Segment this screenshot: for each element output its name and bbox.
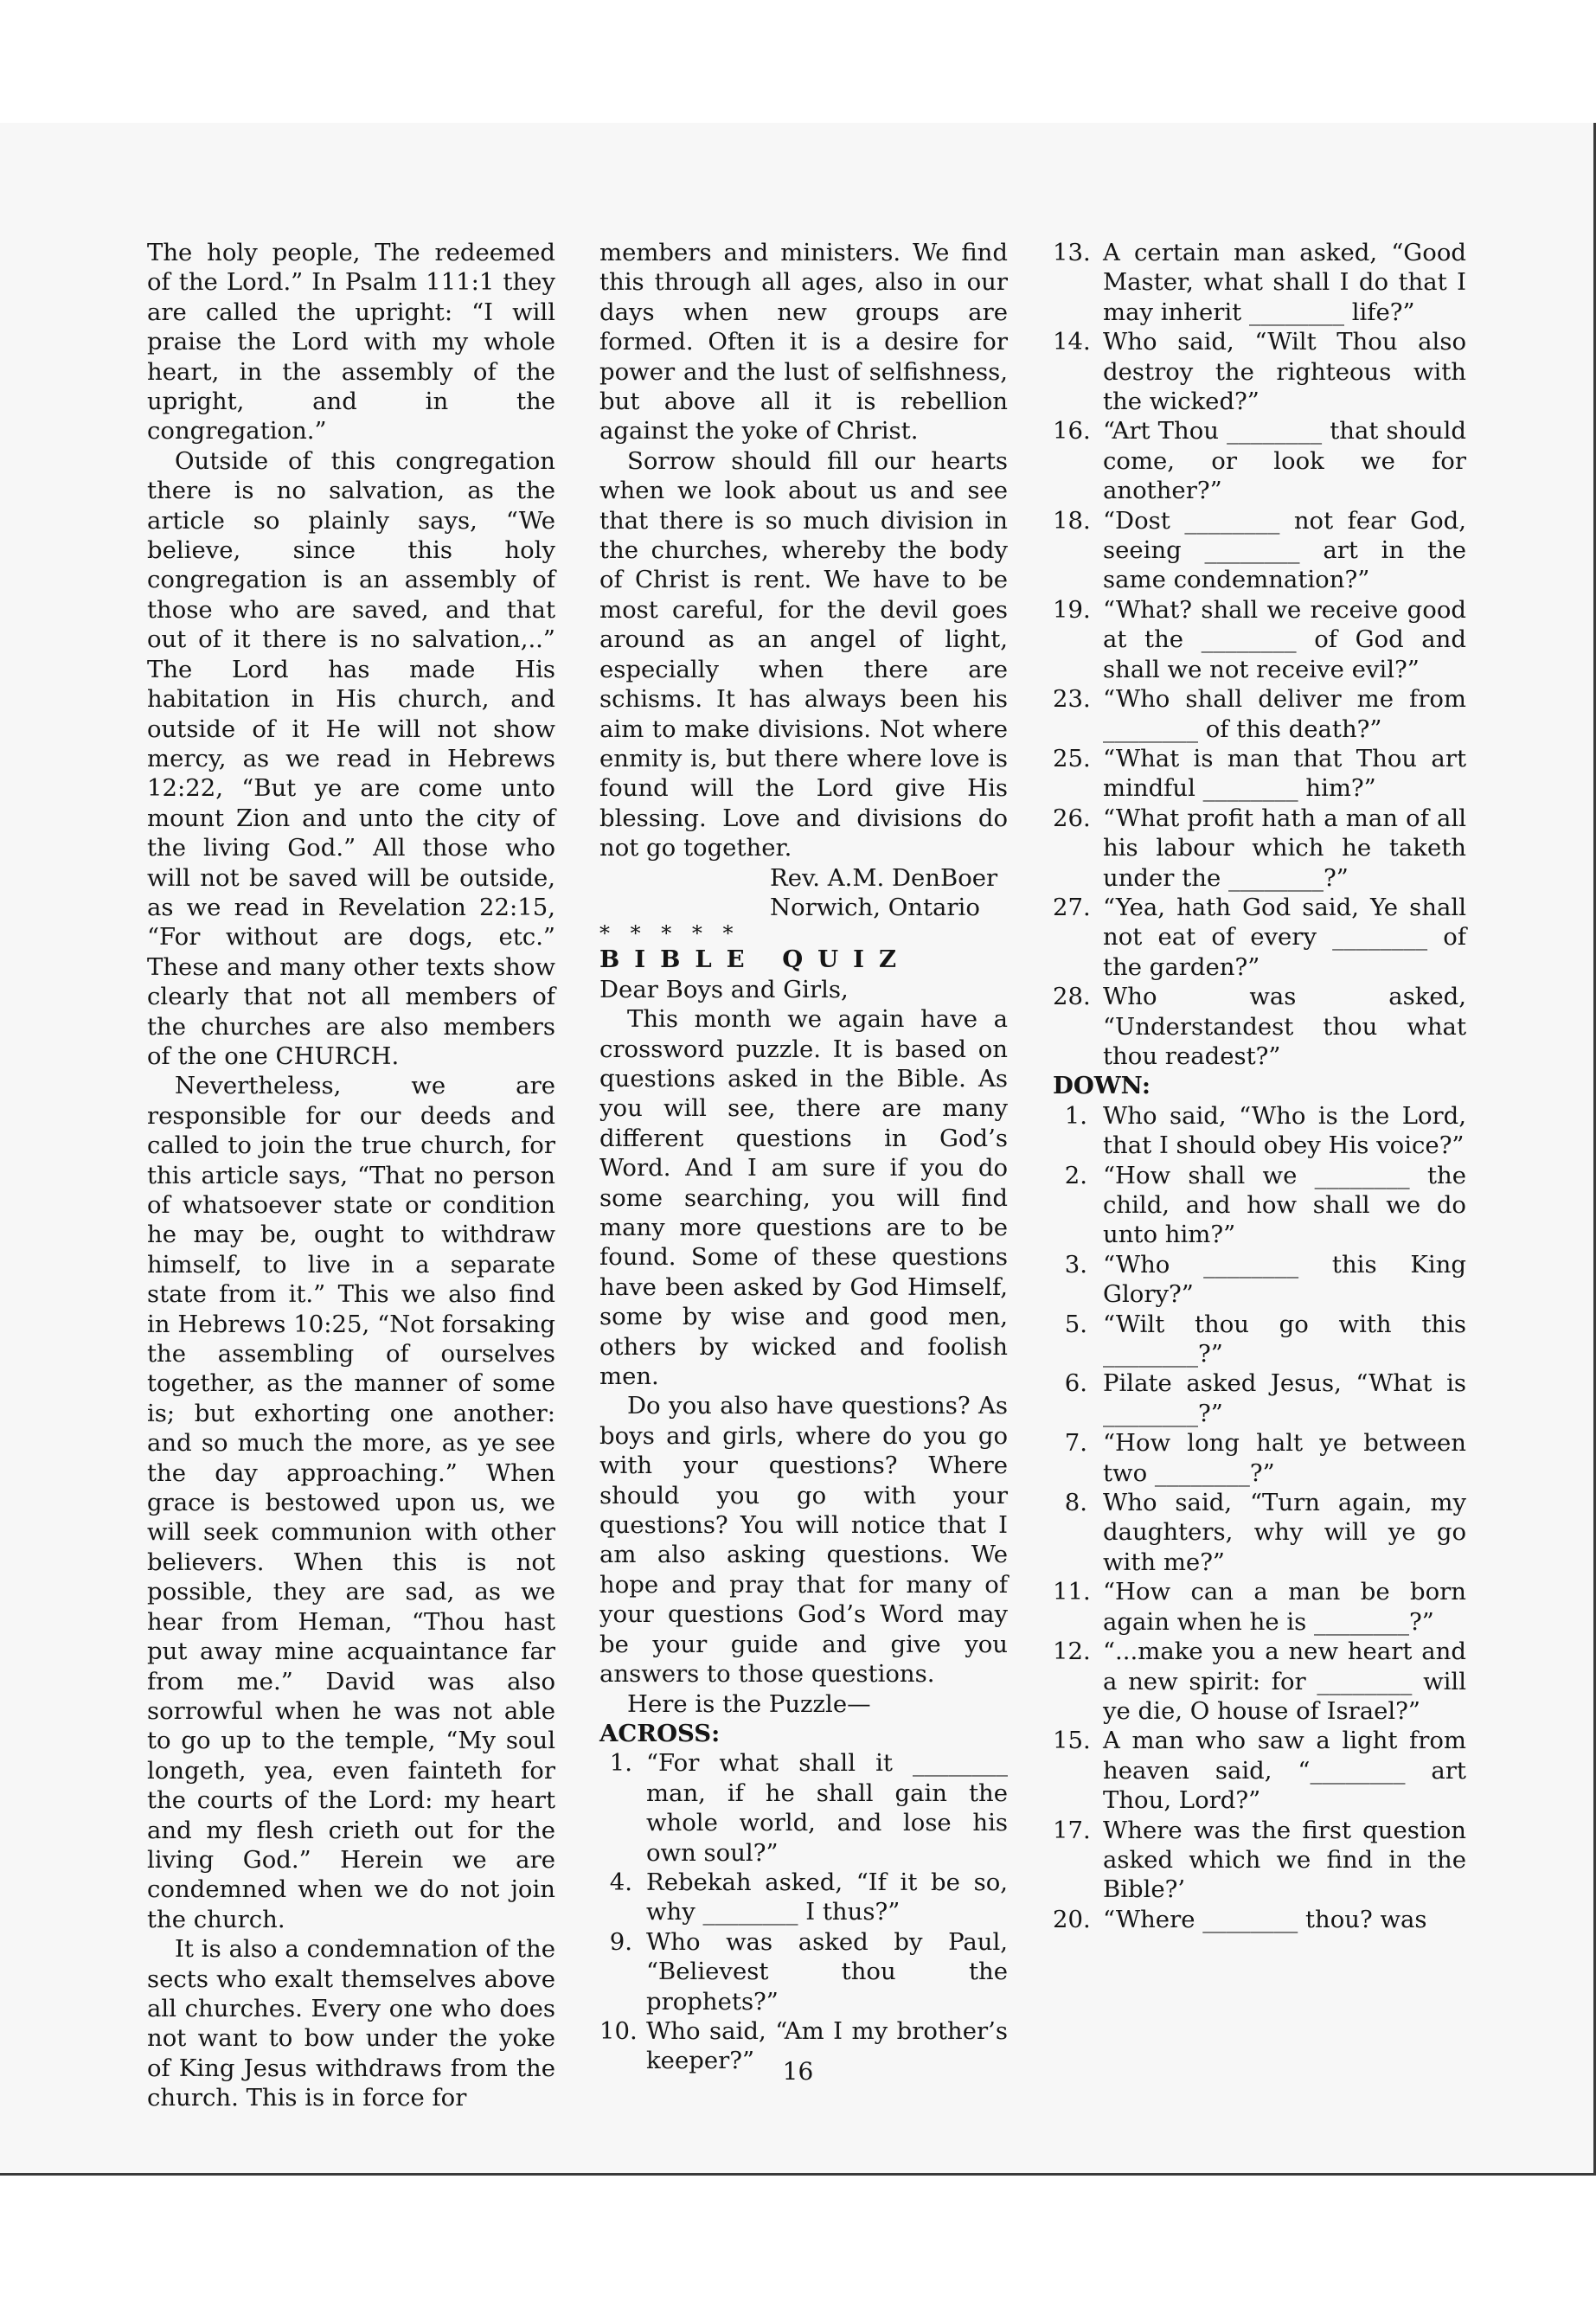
clue-number: 14.: [1053, 328, 1091, 356]
clue-item: [1053, 416, 1466, 505]
author-signature: Rev. A.M. DenBoer: [770, 863, 998, 892]
clue-number: 19.: [1053, 595, 1091, 624]
clue-text: Who was asked by Paul, “Believest thou the prophets?”: [646, 1927, 1008, 2016]
clue-number: 26.: [1053, 804, 1091, 832]
clue-number: 17.: [1053, 1816, 1091, 1844]
clue-text: Who said, “Who is the Lord, that I should obey His voice?”: [1103, 1101, 1466, 1160]
paragraph: Do you also have questions? As boys and girls, where do you go with your questions? Where should you go with your questions? You will notice that I am also asking questions. We hope and pray that for many of your questions God’s Word may be your guide and give you answers to those questions.: [599, 1392, 1008, 1689]
clue-text: “Dost ________ not fear God, seeing ________ art in the same condemnation?”: [1103, 506, 1466, 594]
section-separator: * * * * *: [599, 921, 740, 946]
clue-number: 25.: [1053, 744, 1091, 772]
down-heading: DOWN:: [1053, 1072, 1151, 1100]
clue-number: 18.: [1053, 506, 1091, 535]
paragraph: Sorrow should fill our hearts when we look about us and see that there is so much division in the churches, whereby the body of Christ is rent. We have to be most careful, for the devil goes around as an angel of light, especially when there are schisms. It has always been his aim to make divisions. Not where enmity is, but there where love is found will the Lord give His blessing. Love and divisions do not go together.: [599, 446, 1008, 862]
paragraph: Outside of this congregation there is no salvation, as the article so plainly says, “We believe, since this holy congregation is an assembly of those who are saved, and that out of it there is no salvation,..” The Lord has made His habitation in His church, and outside of it He will not show mercy, as we read in Hebrews 12:22, “But ye are come unto mount Zion and unto the city of the living God.” All those who will not be saved will be outside, as we read in Revelation 22:15, “For without are dogs, etc.” These and many other texts show clearly that not all members of the churches are also members of the one CHURCH.: [147, 446, 555, 1070]
clue-item: [1053, 1905, 1466, 1934]
clue-number: 23.: [1053, 685, 1091, 714]
quiz-title: BIBLE QUIZ: [599, 945, 912, 974]
clue-text: “Who ________ this King Glory?”: [1103, 1250, 1466, 1309]
clue-text: Who was asked, “Understandest thou what thou readest?”: [1103, 983, 1466, 1070]
paragraph: Nevertheless, we are responsible for our deeds and called to join the true church, for this article says, “That no person of whatsoever state or condition he may be, ought to withdraw himself, to live in a separate state from it.” This we also find in Hebrews 10:25, “Not forsaking the assembling of ourselves together, as the manner of some is; but exhorting one another: and so much the more, as ye see the day approaching.” When grace is bestowed upon us, we will seek communion with other believers. When this is not possible, they are sad, as we hear from Heman, “Thou hast put away mine acquaintance far from me.” David was also sorrowful when he was not able to go up to the temple, “My soul longeth, yea, even fainteth for the courts of the Lord: my heart and my flesh crieth out for the living God.” Herein we are condemned when we do not join the church.: [147, 1072, 555, 1933]
clue-number: 16.: [1053, 417, 1091, 445]
clue-text: “Where ________ thou? was: [1103, 1905, 1427, 1933]
clue-number: 27.: [1053, 893, 1091, 921]
clue-text: “How long halt ye between two ________?”: [1103, 1429, 1466, 1487]
clue-item: [1053, 684, 1466, 744]
clue-number: 11.: [1053, 1578, 1091, 1606]
clue-item: [1053, 506, 1466, 595]
quiz-column-3: [1053, 238, 1466, 1934]
clue-number: 6.: [1064, 1369, 1087, 1398]
clue-item: [1053, 1577, 1466, 1637]
paragraph: members and ministers. We find this through all ages, also in our days when new groups are formed. Often it is a desire for power and the lust of selfishness, but above all it is rebellion against the yoke of Christ.: [599, 239, 1008, 445]
clue-item: [1053, 1368, 1466, 1428]
clue-item: [1053, 1101, 1466, 1161]
clue-item: [1053, 893, 1466, 982]
clue-number: 28.: [1053, 983, 1091, 1011]
clue-text: “What is man that Thou art mindful ________ him?”: [1103, 744, 1466, 803]
clue-item: [599, 1868, 1008, 1927]
clue-text: Who said, “Turn again, my daughters, why will ye go with me?”: [1103, 1489, 1466, 1576]
clue-text: “What profit hath a man of all his labour which he taketh under the ________?”: [1103, 804, 1466, 892]
paragraph: The holy people, The redeemed of the Lord.” In Psalm 111:1 they are called the upright: “I will praise the Lord with my whole heart, in the assembly of the upright, and in the congregation.”: [147, 239, 555, 445]
clue-number: 2.: [1064, 1161, 1087, 1189]
clue-text: Where was the first question asked which we find in the Bible?’: [1103, 1816, 1466, 1904]
clue-text: “How shall we ________ the child, and how shall we do unto him?”: [1103, 1161, 1466, 1249]
clue-item: [1053, 744, 1466, 804]
clue-item: [1053, 1637, 1466, 1726]
clue-text: “How can a man be born again when he is ________?”: [1103, 1578, 1466, 1636]
clue-number: 3.: [1064, 1250, 1087, 1279]
page-number: 16: [782, 2057, 814, 2086]
clue-text: “Who shall deliver me from ________ of this death?”: [1103, 685, 1466, 743]
clue-text: Who said, “Am I my brother’s keeper?”: [646, 2016, 1008, 2075]
clue-item: [1053, 1726, 1466, 1815]
clue-item: [1053, 1488, 1466, 1577]
clue-item: [1053, 1816, 1466, 1905]
paragraph: It is also a condemnation of the sects who exalt themselves above all churches. Every one who does not want to bow under the yoke of King Jesus withdraws from the church. This is in force for: [147, 1935, 555, 2112]
clue-text: A man who saw a light from heaven said, “________ art Thou, Lord?”: [1103, 1727, 1466, 1815]
clue-item: [1053, 595, 1466, 684]
clue-text: Pilate asked Jesus, “What is ________?”: [1103, 1369, 1466, 1427]
article-column-1: [147, 238, 555, 2113]
clue-item: [599, 1927, 1008, 2016]
clue-number: 9.: [609, 1927, 632, 1956]
clue-item: [1053, 1161, 1466, 1250]
clue-number: 1.: [609, 1749, 632, 1778]
clue-item: [1053, 1250, 1466, 1310]
clue-number: 20.: [1053, 1905, 1091, 1933]
clue-number: 13.: [1053, 239, 1091, 266]
clue-item: [1053, 1310, 1466, 1369]
clue-item: [1053, 327, 1466, 416]
author-location: Norwich, Ontario: [770, 893, 980, 921]
clue-text: “Yea, hath God said, Ye shall not eat of every ________ of the garden?”: [1103, 893, 1466, 981]
article-column-2: [599, 238, 1008, 2076]
clue-number: 7.: [1064, 1429, 1087, 1458]
clue-item: [1053, 804, 1466, 893]
clue-number: 12.: [1053, 1638, 1091, 1666]
clue-text: “For what shall it ________ man, if he shall gain the whole world, and lose his own soul?”: [646, 1749, 1008, 1867]
paragraph: This month we again have a crossword puzzle. It is based on questions asked in the Bible. As you will see, there are many different questions in God’s Word. And I am sure if you do some searching, you will find many more questions are to be found. Some of these questions have been asked by God Himself, some by wise and good men, others by wicked and foolish men.: [599, 1005, 1008, 1391]
clue-item: [599, 1748, 1008, 1868]
clue-number: 1.: [1064, 1101, 1087, 1130]
clue-text: A certain man asked, “Good Master, what shall I do that I may inherit ________ life?”: [1103, 239, 1466, 326]
quiz-greeting: Dear Boys and Girls,: [599, 975, 849, 1003]
clue-text: “What? shall we receive good at the ________ of God and shall we not receive evil?”: [1103, 595, 1466, 683]
clue-item: [1053, 238, 1466, 327]
clue-text: Rebekah asked, “If it be so, why ________ I thus?”: [646, 1868, 1008, 1926]
clue-text: “Art Thou ________ that should come, or look we for another?”: [1103, 417, 1466, 505]
clue-number: 10.: [599, 2016, 638, 2045]
clue-number: 4.: [609, 1868, 632, 1896]
clue-item: [1053, 982, 1466, 1071]
clue-text: “Wilt thou go with this ________?”: [1103, 1310, 1466, 1368]
clue-number: 15.: [1053, 1727, 1091, 1755]
clue-number: 5.: [1064, 1310, 1087, 1338]
paragraph: Here is the Puzzle—: [627, 1689, 871, 1718]
across-heading: ACROSS:: [599, 1719, 721, 1747]
clue-item: [1053, 1428, 1466, 1488]
clue-text: Who said, “Wilt Thou also destroy the righteous with the wicked?”: [1103, 328, 1466, 416]
clue-text: “...make you a new heart and a new spirit: for ________ will ye die, O house of Israel?”: [1103, 1638, 1466, 1725]
clue-number: 8.: [1064, 1489, 1087, 1517]
